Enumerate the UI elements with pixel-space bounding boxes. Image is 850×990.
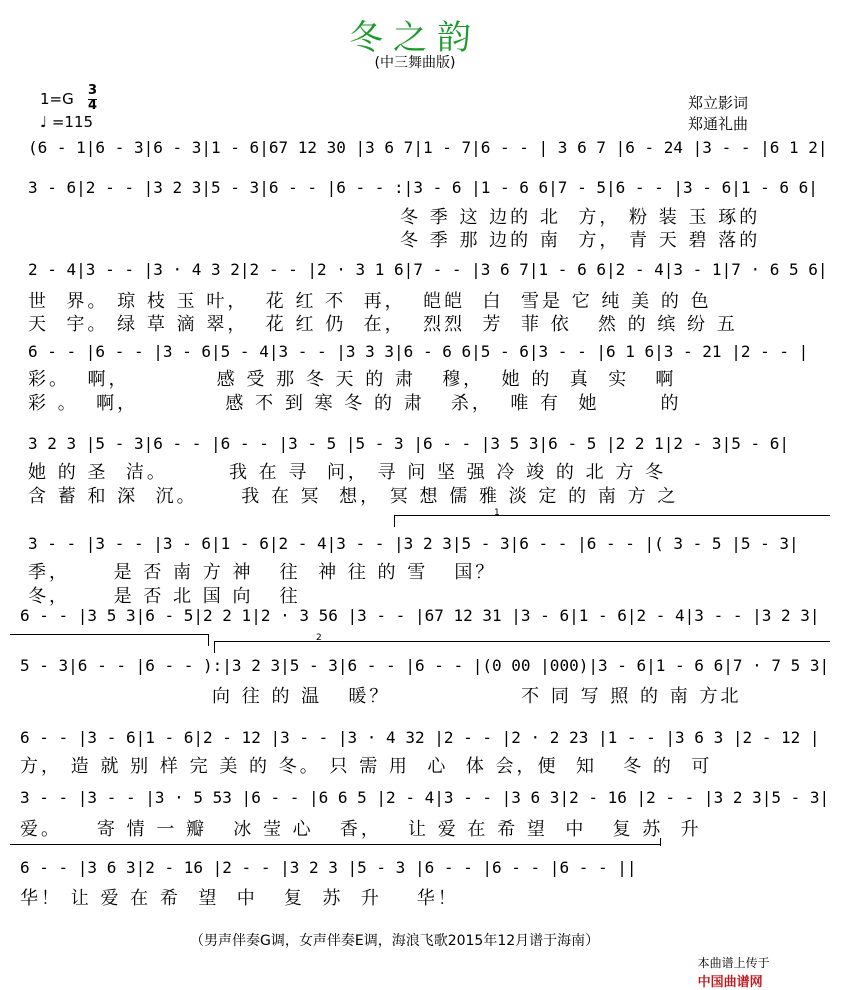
lyric-line-10: 爱。 寄 情 一 瓣 冰 莹 心 香， 让 爱 在 希 望 中 复 苏 升 — [20, 819, 702, 840]
lyric-line-9: 方， 造 就 别 样 完 美 的 冬。 只 需 用 心 体 会，便 知 冬 的 可 — [20, 756, 713, 777]
lyric-line-11: 华！ 让 爱 在 希 望 中 复 苏 升 华！ — [20, 888, 459, 909]
footer-note: （男声伴奏G调，女声伴奏E调，海浪飞歌2015年12月谱于海南） — [190, 933, 600, 949]
score-line-6: 3 - - |3 - - |3 - 6|1 - 6|2 - 4|3 - - |3 2 3|5 - 3|6 - - |6 - - |( 3 - 5 |5 - 3| — [28, 534, 799, 553]
key-signature: 1=G — [40, 90, 74, 108]
lyric-line-2b: 冬 季 那 边的 南 方， 青 天 碧 落的 — [400, 230, 761, 251]
score-line-11: 6 - - |3 6 3|2 - 16 |2 - - |3 2 3 |5 - 3 |6 - - |6 - - |6 - - || — [20, 858, 637, 877]
score-line-7: 6 - - |3 5 3|6 - 5|2 2 1|2 · 3 56 |3 - - |67 12 31 |3 - 6|1 - 6|2 - 4|3 - - |3 2 3| — [20, 606, 820, 625]
lyric-line-8: 向 往 的 温 暖？ 不 同 写 照 的 南 方北 — [212, 686, 742, 707]
score-line-10: 3 - - |3 - - |3 · 5 53 |6 - - |6 6 5 |2 - 4|3 - - |3 6 3|2 - 16 |2 - - |3 2 3|5 - 3| — [20, 788, 830, 807]
score-line-3: 2 - 4|3 - - |3 · 4 3 2|2 - - |2 · 3 1 6|7 - - |3 6 7|1 - 6 6|2 - 4|3 - 1|7 · 6 5 6| — [28, 260, 828, 279]
score-line-8: 5 - 3|6 - - |6 - - ):|3 2 3|5 - 3|6 - - |6 - - |(0 00 |000)|3 - 6|1 - 6 6|7 · 7 5 3| — [20, 656, 830, 675]
lyric-line-2a: 冬 季 这 边的 北 方， 粉 装 玉 琢的 — [400, 207, 761, 228]
score-line-4: 6 - - |6 - - |3 - 6|5 - 4|3 - - |3 3 3|6 - 6 6|5 - 6|3 - - |6 1 6|3 - 21 |2 - - | — [28, 342, 809, 361]
watermark-text: 本曲谱上传于 — [697, 956, 770, 970]
lyric-line-6b: 冬， 是 否 北 国 向 往 — [28, 586, 301, 607]
song-subtitle: (中三舞曲版) — [374, 55, 456, 71]
lyric-line-4a: 彩。 啊， 感 受 那 冬 天 的 肃 穆， 她 的 真 实 啊 — [28, 369, 677, 390]
lyric-line-3b: 天 宇。 绿 草 滴 翠， 花 红 仍 在， 烈烈 芳 菲 依 然 的 缤 纷 五 — [28, 314, 738, 335]
score-line-1: (6 - 1|6 - 3|6 - 3|1 - 6|67 12 30 |3 6 7|1 - 7|6 - - | 3 6 7 |6 - 24 |3 - - |6 1 2| — [28, 138, 828, 157]
score-line-2: 3 - 6|2 - - |3 2 3|5 - 3|6 - - |6 - - :|3 - 6 |1 - 6 6|7 - 5|6 - - |3 - 6|1 - 6 6| — [28, 178, 818, 197]
volta-2-label: 2 — [316, 633, 322, 643]
composer-credit: 郑通礼曲 — [688, 115, 749, 133]
lyricist-credit: 郑立影词 — [688, 94, 749, 112]
lyric-line-6a: 季， 是 否 南 方 神 往 神 往 的 雪 国？ — [28, 562, 497, 583]
lyric-line-5a: 她 的 圣 洁。 我 在 寻 问， 寻 问 坚 强 冷 竣 的 北 方 冬 — [28, 462, 667, 483]
song-title: 冬之韵 — [349, 18, 481, 58]
score-line-5: 3 2 3 |5 - 3|6 - - |6 - - |3 - 5 |5 - 3 |6 - - |3 5 3|6 - 5 |2 2 1|2 - 3|5 - 6| — [28, 434, 789, 453]
score-line-9: 6 - - |3 - 6|1 - 6|2 - 12 |3 - - |3 · 4 32 |2 - - |2 · 2 23 |1 - - |3 6 3 |2 - 12 | — [20, 728, 820, 747]
tempo-marking: ♩ =115 — [40, 113, 94, 131]
lyric-line-3a: 世 界。 琼 枝 玉 叶， 花 红 不 再， 皑皑 白 雪是 它 纯 美 的 色 — [28, 291, 712, 312]
volta-1-label: 1 — [494, 508, 500, 518]
time-signature-bottom: 4 — [88, 98, 98, 113]
lyric-line-5b: 含 蓄 和 深 沉。 我 在 冥 想， 冥 想 儒 雅 淡 定 的 南 方 之 — [28, 486, 679, 507]
watermark — [690, 940, 770, 990]
time-signature-top: 3 — [88, 83, 98, 98]
watermark-logo: 中国曲谱网 — [697, 975, 763, 990]
lyric-line-4b: 彩 。 啊， 感 不 到 寒 冬 的 肃 杀， 唯 有 她 的 — [28, 393, 682, 414]
